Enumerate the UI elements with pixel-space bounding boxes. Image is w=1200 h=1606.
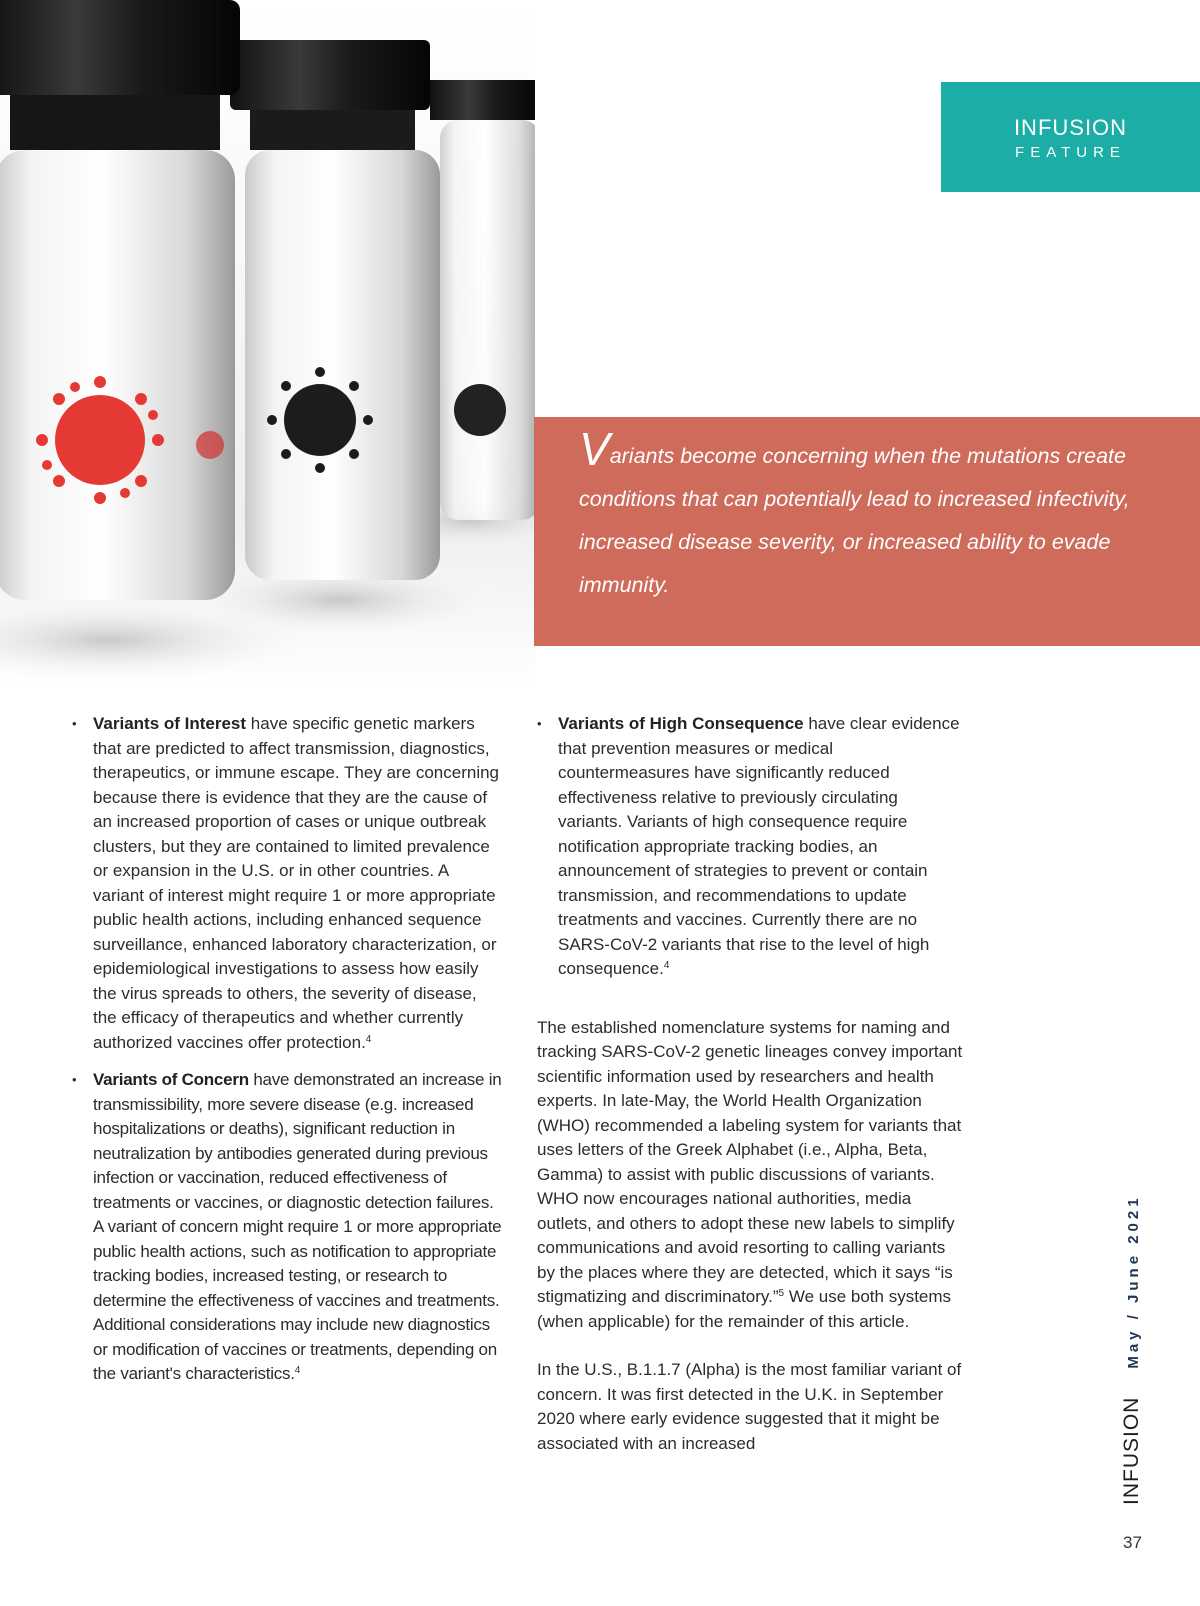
list-item-text: have specific genetic markers that are predicted to affect transmission, diagnostics, therapeutics, or immune escape. They are concerning because there is evidence that they are the cause of an increased proportion of cases or unique outbreak clusters, but they are contained to limited prevalence or expansion in the U.S. or in other countries. A variant of interest might require 1 or more appropriate public health actions, including enhanced sequence surveillance, enhanced laboratory characterization, or epidemiological investigations to assess how easily the virus spreads to others, the severity of disease, the efficacy of therapeutics and whether currently authorized vaccines offer protection.: [93, 714, 500, 1052]
variant-definitions-list: [537, 712, 965, 982]
hero-image-vaccine-vials: [0, 0, 535, 690]
list-item-term: Variants of High Consequence: [558, 714, 804, 733]
list-item: [537, 712, 965, 982]
badge-section: FEATURE: [1015, 144, 1126, 161]
footnote-ref[interactable]: 4: [294, 1365, 301, 1376]
list-item-term: Variants of Concern: [93, 1070, 249, 1089]
section-badge: [941, 82, 1200, 192]
bullet-icon: •: [72, 716, 77, 731]
page-number: 37: [1123, 1533, 1142, 1552]
list-item: [72, 712, 504, 1055]
list-item-text: have clear evidence that prevention measures or medical countermeasures have significantly reduced effectiveness relative to previously circulating variants. Variants of high consequence require notification appropriate tracking bodies, an announcement of strategies to prevent or contain transmission, and recommendations to update treatments and vaccines. Currently there are no SARS-CoV-2 variants that rise to the level of high consequence.: [558, 714, 960, 978]
pull-quote-dropcap: V: [579, 423, 610, 475]
list-item-text: have demonstrated an increase in transmissibility, more severe disease (e.g. increased hospitalizations or deaths), significant reduction in neutralization by antibodies generated during previous infection or vaccination, reduced effectiveness of treatments or vaccines, or diagnostic detection failures. A variant of concern might require 1 or more appropriate public health actions, such as notification to appropriate tracking bodies, increased testing, or research to determine the effectiveness of vaccines and treatments. Additional considerations may include new diagnostics or modification of vaccines or treatments, depending on the variant's characteristics.: [93, 1070, 502, 1383]
sidebar-brand: INFUSION: [1120, 1396, 1143, 1505]
body-paragraph: In the U.S., B.1.1.7 (Alpha) is the most familiar variant of concern. It was first detected in the U.K. in September 2020 where early evidence suggested that it might be associated with an increased: [537, 1360, 962, 1453]
left-column: [72, 712, 504, 1400]
list-item: [72, 1068, 504, 1387]
bullet-icon: •: [537, 716, 542, 731]
issue-date: May / June 2021: [1125, 1194, 1142, 1369]
footnote-ref[interactable]: 4: [365, 1033, 372, 1045]
list-item-term: Variants of Interest: [93, 714, 247, 733]
paragraph-text: The established nomenclature systems for naming and tracking SARS-CoV-2 genetic lineages convey important scientific information used by researchers and health experts. In late-May, the World Health Organization (WHO) recommended a labeling system for variants that uses letters of the Greek Alphabet (i.e., Alpha, Beta, Gamma) to assist with public discussions of variants. WHO now encourages national authorities, media outlets, and others to adopt these new labels to simplify communications and avoid resorting to calling variants by the places where they are detected, which it says “is stigmatizing and discriminatory.”: [537, 1017, 963, 1306]
badge-brand: INFUSION: [1013, 115, 1128, 140]
pull-quote: [534, 417, 1200, 646]
body-paragraph: [537, 1016, 965, 1335]
paragraph-text-tail: We use both systems (when applicable) for the remainder of this article.: [537, 1287, 952, 1331]
variant-definitions-list: [72, 712, 504, 1387]
footnote-ref[interactable]: 4: [663, 960, 670, 971]
footnote-ref[interactable]: 5: [778, 1288, 785, 1299]
pull-quote-text: [579, 423, 1179, 607]
bullet-icon: •: [72, 1072, 77, 1087]
vaccine-vials-illustration: [0, 0, 535, 690]
right-column: [537, 712, 965, 1480]
pull-quote-body: ariants become concerning when the mutations create conditions that can potentially lead to increased infectivity, increased disease severity, or increased ability to evade immunity.: [579, 444, 1130, 597]
sidebar-issue-label: [1120, 1194, 1144, 1505]
